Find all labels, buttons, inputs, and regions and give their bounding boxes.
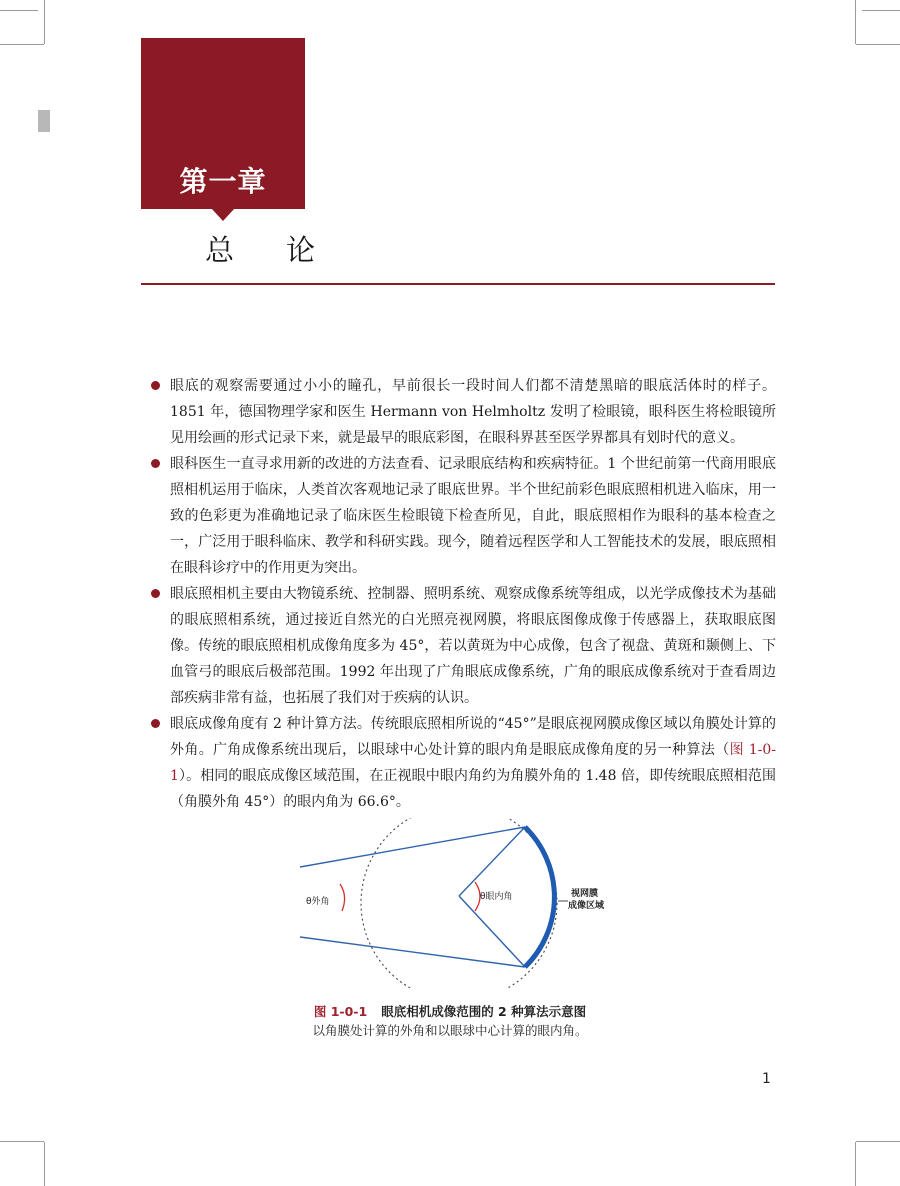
ray-inner-lower: [459, 896, 525, 967]
retina-label-line2: 成像区域: [568, 901, 605, 911]
page-number: 1: [762, 1071, 771, 1087]
crop-mark: [0, 1141, 44, 1142]
chapter-label: 第一章: [179, 165, 267, 198]
ray-lower: [300, 937, 525, 967]
list-item: [148, 711, 776, 815]
list-item: [148, 373, 776, 451]
crop-mark: [0, 10, 38, 11]
figure-caption: [180, 1003, 720, 1041]
bullet-dot-icon: [151, 589, 160, 598]
bullet-dot-icon: [151, 459, 160, 468]
paragraph-text: ）。相同的眼底成像区域范围，在正视眼中眼内角约为角膜外角的 1.48 倍，即传统眼底照相范围（角膜外角 45°）的眼内角为 66.6°。: [170, 768, 776, 810]
paragraph-text: 眼底的观察需要通过小小的瞳孔，早前很长一段时间人们都不清楚黑暗的眼底活体时的样子。1851 年，德国物理学家和医生 Hermann von Helmholtz 发明了检眼镜，眼科医生将检眼镜所见用绘画的形式记录下来，就是最早的眼底彩图，在眼科界甚至医学界都具有划时代的意义。: [170, 378, 776, 446]
bullet-list: [148, 373, 776, 815]
crop-mark: [0, 44, 44, 45]
caption-text: 以角膜处计算的外角和以眼球中心计算的眼内角。: [312, 1023, 588, 1038]
outer-angle-arc: [340, 884, 345, 911]
retina-arc: [525, 827, 554, 967]
bullet-dot-icon: [151, 719, 160, 728]
chapter-divider: [141, 283, 775, 285]
outer-angle-label: θ外角: [306, 897, 330, 907]
paragraph-text: 眼底照相机主要由大物镜系统、控制器、照明系统、观察成像系统等组成，以光学成像技术为基础的眼底照相系统，通过接近自然光的白光照亮视网膜，将眼底图像成像于传感器上，获取眼底图像。传统的眼底照相机成像角度多为 45°，若以黄斑为中心成像，包含了视盘、黄斑和颞侧上、下血管弓的眼底后极部范围。1992 年出现了广角眼底成像系统，广角的眼底成像系统对于查看周边部疾病非常有益，也拓展了我们对于疾病的认识。: [170, 586, 776, 706]
chapter-title: 总论: [205, 233, 368, 267]
ray-upper: [300, 827, 525, 867]
bullet-dot-icon: [151, 381, 160, 390]
figure-reference-link[interactable]: 图 1-0-1: [170, 742, 776, 784]
crop-mark: [44, 0, 45, 44]
crop-mark: [44, 1142, 45, 1186]
caption-number: 图 1-0-1: [313, 1004, 368, 1019]
retina-label-line1: 视网膜: [571, 889, 599, 899]
crop-mark: [862, 10, 900, 11]
caption-title: 眼底相机成像范围的 2 种算法示意图: [381, 1004, 587, 1019]
crop-mark: [855, 1142, 856, 1186]
crop-mark: [855, 0, 856, 44]
list-item: [148, 451, 776, 581]
paragraph-text: 眼科医生一直寻求用新的改进的方法查看、记录眼底结构和疾病特征。1 个世纪前第一代商用眼底照相机运用于临床，人类首次客观地记录了眼底世界。半个世纪前彩色眼底照相机进入临床，用一致的色彩更为准确地记录了临床医生检眼镜下检查所见，自此，眼底照相作为眼科的基本检查之一，广泛用于眼科临床、教学和科研实践。现今，随着远程医学和人工智能技术的发展，眼底照相在眼科诊疗中的作用更为突出。: [170, 456, 776, 576]
list-item: [148, 581, 776, 711]
eye-imaging-angle-diagram: [300, 818, 620, 988]
chapter-banner-pointer: [211, 208, 235, 221]
crop-mark: [856, 44, 900, 45]
inner-angle-label: θ眼内角: [480, 892, 513, 902]
crop-mark: [856, 1141, 900, 1142]
paragraph-text: 眼底成像角度有 2 种计算方法。传统眼底照相所说的“45°”是眼底视网膜成像区域以角膜处计算的外角。广角成像系统出现后，以眼球中心处计算的眼内角是眼底成像角度的另一种算法（: [170, 716, 776, 758]
thumb-tab: [38, 110, 50, 132]
